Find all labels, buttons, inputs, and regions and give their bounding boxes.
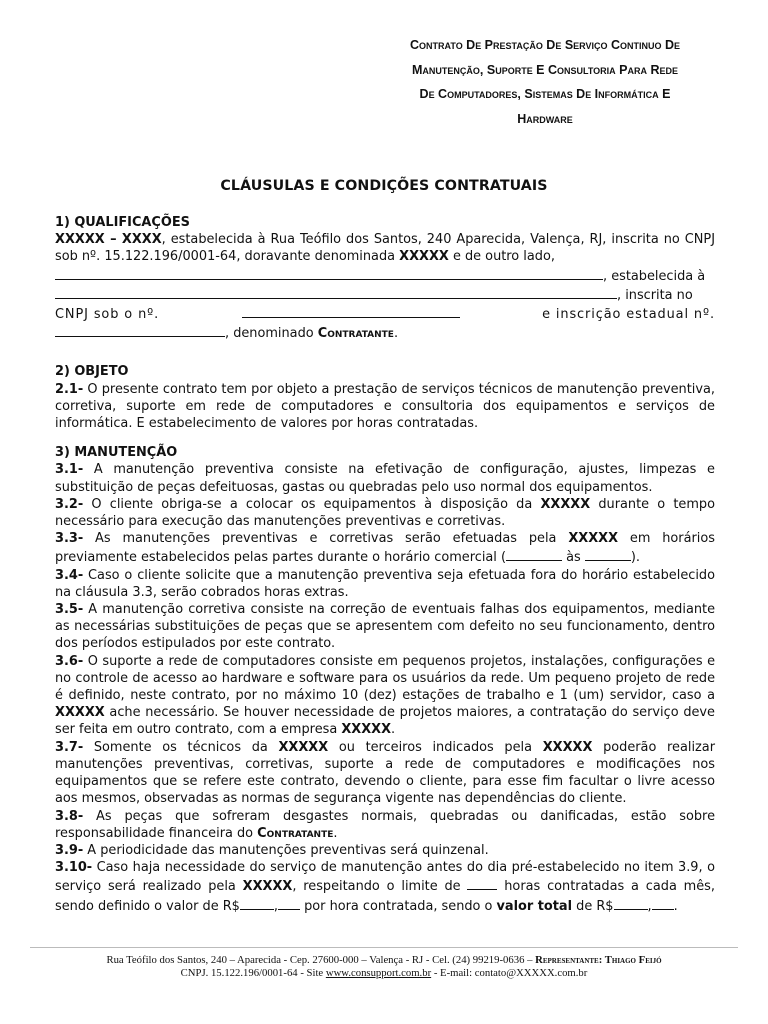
header-line-1: Contrato De Prestação De Serviço Continuo De xyxy=(410,38,680,52)
clause-text: por hora contratada, sendo o xyxy=(300,898,497,914)
clause-text: ou terceiros indicados pela xyxy=(328,739,543,755)
blank-line xyxy=(467,876,497,890)
contratante-label: Contratante xyxy=(257,825,334,841)
text: , inscrita no xyxy=(617,287,693,303)
party-short: XXXXX xyxy=(242,879,293,895)
footer-site-link[interactable]: www.consupport.com.br xyxy=(325,967,432,979)
clause-number: 3.9- xyxy=(55,842,84,858)
clause-3-4 xyxy=(55,567,715,601)
clause-number: 3.4- xyxy=(55,567,84,583)
clause-3-6 xyxy=(55,653,715,739)
clause-number: 3.2- xyxy=(55,496,84,512)
clause-text: de R$ xyxy=(572,898,614,914)
clause-text: As manutenções preventivas e corretivas serão efetuadas pela xyxy=(83,531,569,547)
clause-text: horas contratadas a cada mês, sendo definido o valor de R$ xyxy=(55,879,715,914)
cnpj-line xyxy=(55,304,715,323)
clause-text: As peças que sofreram desgastes normais, quebradas ou danificadas, estão sobre responsabilidade financeira do xyxy=(55,808,715,841)
clause-3-10 xyxy=(55,859,715,915)
blank-line xyxy=(55,266,603,280)
footer-divider xyxy=(30,947,738,948)
clause-text: O cliente obriga-se a colocar os equipamentos à disposição da xyxy=(83,496,541,512)
document-body xyxy=(55,214,715,915)
party-short: XXXXX xyxy=(542,739,593,755)
footer-representative: Representante: Thiago Feijó xyxy=(535,954,662,966)
text: , estabelecida à xyxy=(603,268,706,284)
clause-text: O suporte a rede de computadores consiste em pequenos projetos, instalações, configurações e no controle de acesso ao hardware e software para os usuários da rede. Um pequeno projeto de rede é definido, neste contrato, por no máximo 10 (dez) estações de trabalho e 1 (um) servidor, caso a xyxy=(55,653,715,704)
party-short: XXXXX xyxy=(55,705,105,721)
clause-3-9 xyxy=(55,842,715,859)
clause-text: A periodicidade das manutenções preventivas será quinzenal. xyxy=(83,842,489,858)
blank-line xyxy=(242,304,460,318)
clause-text: em horários previamente estabelecidos pelas partes durante o horário comercial ( xyxy=(55,531,715,566)
section-heading-objeto: 2) OBJETO xyxy=(55,364,129,380)
clause-number: 2.1- xyxy=(55,381,84,397)
clause-text: Caso o cliente solicite que a manutenção preventiva seja efetuada fora do horário estabelecido na cláusula 3.3, serão cobrados horas extras. xyxy=(55,567,715,600)
contratante-label: Contratante xyxy=(317,326,394,342)
clause-text: . xyxy=(673,898,678,914)
clause-3-1 xyxy=(55,461,715,495)
blank-line xyxy=(55,285,617,299)
party-short: XXXXX xyxy=(278,739,329,755)
blank-line xyxy=(506,547,562,561)
paragraph-qualificacoes xyxy=(55,231,715,304)
footer-email: - E-mail: contato@XXXXX.com.br xyxy=(431,967,588,979)
party-short: XXXXX xyxy=(540,496,591,512)
blank-line xyxy=(614,896,648,910)
footer-cnpj: CNPJ. 15.122.196/0001-64 - Site xyxy=(180,967,326,979)
blank-line xyxy=(278,896,300,910)
clause-3-8 xyxy=(55,808,715,842)
blank-line xyxy=(652,896,674,910)
party-short: XXXXX xyxy=(341,722,392,738)
header-line-3: De Computadores, Sistemas De Informática E xyxy=(419,87,671,101)
blank-line xyxy=(55,323,225,337)
header-line-2: Manutenção, Suporte E Consultoria Para Rede xyxy=(412,62,678,77)
text: , denominado xyxy=(225,326,318,342)
clause-number: 3.7- xyxy=(55,739,84,755)
clause-text: Somente os técnicos da xyxy=(83,739,279,755)
clause-text: às xyxy=(562,550,585,566)
clause-text: poderão realizar manutenções preventivas, corretivas, suporte a rede de computadores e modificações nos equipamentos que se refere este contrato, devendo o cliente, para esse fim facultar o livre acesso aos mesmos, observadas as normas de segurança vigente nas dependências do cliente. xyxy=(55,739,715,807)
party-short: XXXXX xyxy=(399,249,449,265)
clause-number: 3.6- xyxy=(55,653,84,669)
clause-text: ache necessário. Se houver necessidade de projetos maiores, a contratação do serviço deve ser feita em outro contrato, com a empresa xyxy=(55,705,715,738)
clause-text: . xyxy=(333,825,338,841)
clause-text: durante o tempo necessário para execução das manutenções preventivas e corretivas. xyxy=(55,496,715,530)
page-footer xyxy=(0,954,768,980)
clause-text: A manutenção preventiva consiste na efetivação de configuração, ajustes, limpezas e substituição de peças defeituosas, gastas ou quebradas pelo uso normal dos equipamentos. xyxy=(55,462,715,495)
clause-number: 3.10- xyxy=(55,860,93,876)
clause-text: ). xyxy=(630,550,640,566)
contract-header xyxy=(360,33,730,131)
clause-3-7 xyxy=(55,739,715,808)
party-short: XXXXX xyxy=(568,531,619,547)
footer-line-1 xyxy=(0,954,768,967)
blank-line xyxy=(585,547,631,561)
party-name: XXXXX – XXXX xyxy=(55,232,162,248)
text: e inscrição estadual nº. xyxy=(542,307,715,323)
footer-address: Rua Teófilo dos Santos, 240 – Aparecida - Cep. 27600-000 – Valença - RJ - Cel. (24) 99219-0636 – xyxy=(106,954,536,966)
text: e de outro lado, xyxy=(448,249,555,265)
clause-number: 3.5- xyxy=(55,602,84,618)
clause-text: , xyxy=(647,898,652,914)
clause-number: 3.3- xyxy=(55,531,84,547)
text: . xyxy=(393,326,399,342)
text: CNPJ sob o nº. xyxy=(55,307,160,323)
contratante-line xyxy=(55,323,715,342)
section-heading-manutencao: 3) MANUTENÇÃO xyxy=(55,445,178,461)
clause-3-3 xyxy=(55,530,715,566)
spacer xyxy=(55,342,715,363)
clause-3-2 xyxy=(55,496,715,530)
clause-text: , respeitando o limite de xyxy=(292,879,468,895)
document-title: CLÁUSULAS E CONDIÇÕES CONTRATUAIS xyxy=(220,178,548,194)
valor-total-label: valor total xyxy=(496,898,573,914)
clause-3-5 xyxy=(55,601,715,653)
clause-2-1 xyxy=(55,381,715,433)
clause-text: Caso haja necessidade do serviço de manutenção antes do dia pré-estabelecido no item 3.9, o serviço será realizado pela xyxy=(55,860,715,895)
section-heading-qualificacoes: 1) QUALIFICAÇÕES xyxy=(55,215,190,230)
blank-line xyxy=(240,896,274,910)
text: , estabelecida à Rua Teófilo dos Santos, 240 Aparecida, Valença, RJ, inscrita no CNPJ sob nº. 15.122.196/0001-64, doravante denominada xyxy=(55,232,715,265)
clause-text: O presente contrato tem por objeto a prestação de serviços técnicos de manutenção preventiva, corretiva, suporte em rede de computadores e consultoria dos equipamentos e serviços de informática. E estabelecimento de valores por horas contratadas. xyxy=(55,381,715,432)
header-line-4: Hardware xyxy=(517,111,573,126)
clause-text: A manutenção corretiva consiste na correção de eventuais falhas dos equipamentos, mediante as necessárias substituições de peças que se apresentem com defeito no seu funcionamento, dentro dos períodos estipulados por este contrato. xyxy=(55,602,715,652)
clause-text: , xyxy=(273,898,278,914)
clause-text: . xyxy=(391,722,396,738)
footer-line-2 xyxy=(0,967,768,980)
clause-number: 3.1- xyxy=(55,462,84,478)
spacer xyxy=(55,432,715,444)
clause-number: 3.8- xyxy=(55,808,84,824)
